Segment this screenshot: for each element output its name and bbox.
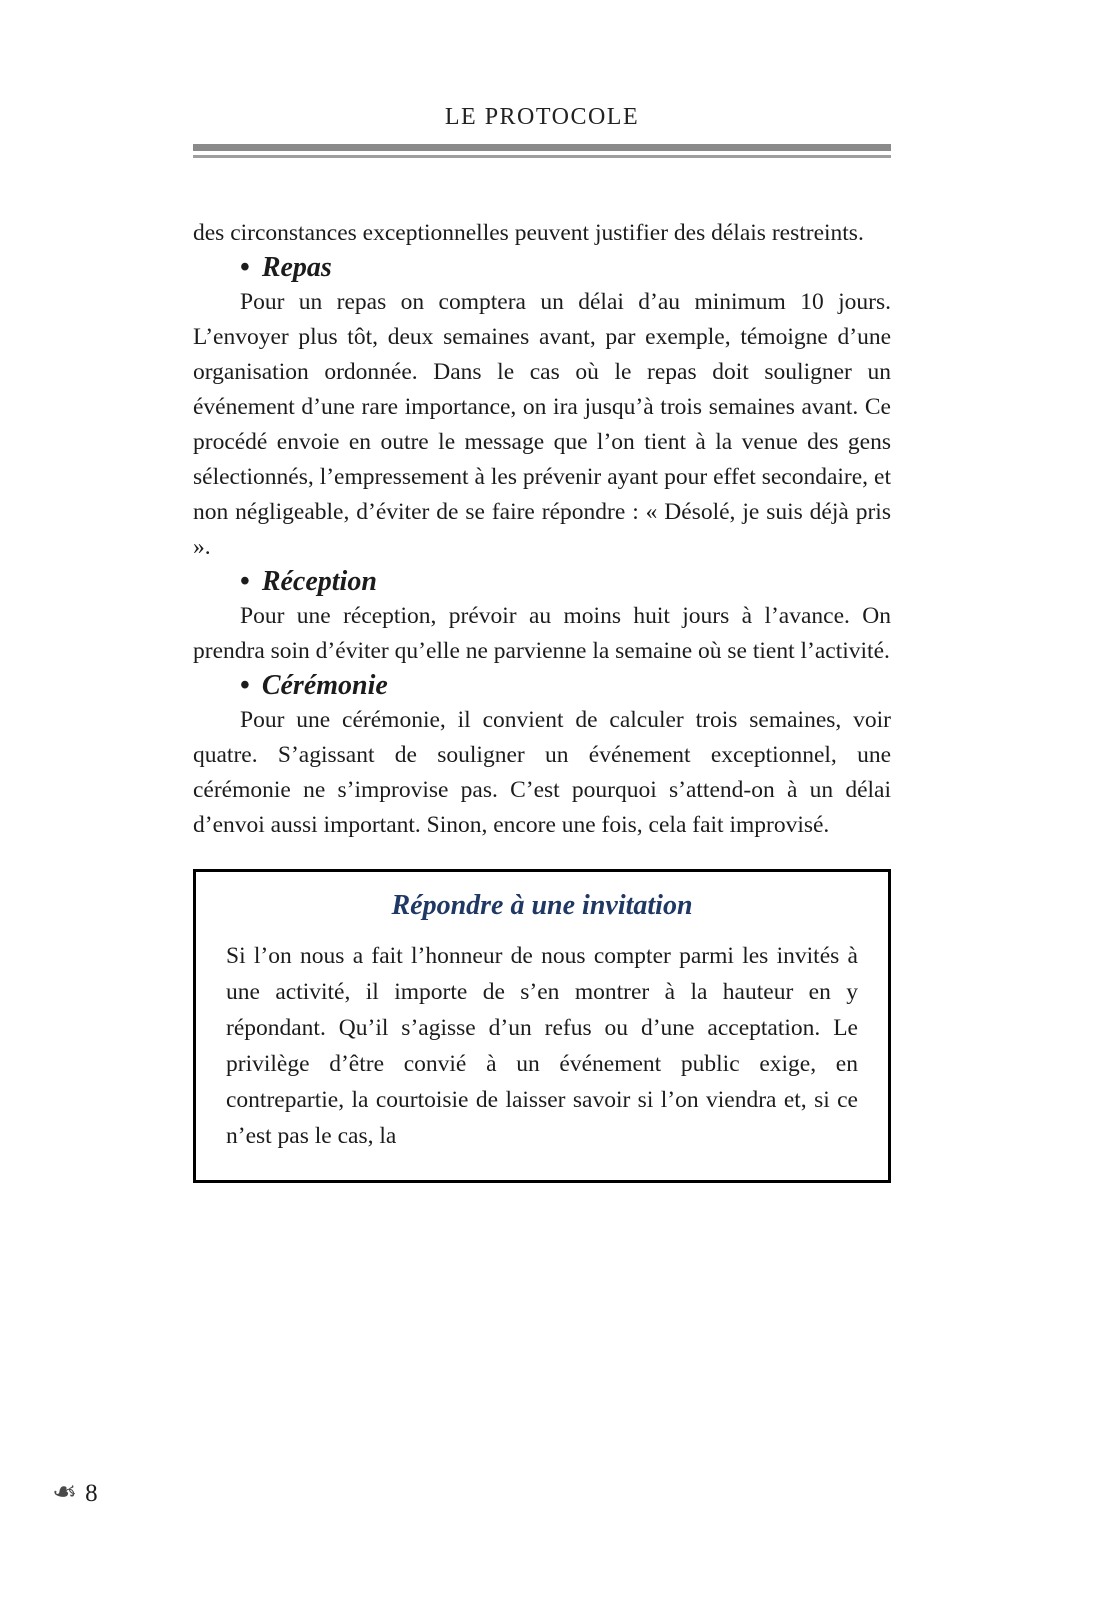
callout-box [193,869,891,1183]
page-header-title: LE PROTOCOLE [444,104,640,130]
page-content [193,0,891,1183]
section-heading-label: Cérémonie [261,670,388,701]
page-number: 8 [85,1479,98,1507]
leaf-ornament-icon: ❧ [52,1476,78,1509]
page-footer [52,1478,98,1508]
header-rule-thick [193,144,891,151]
bullet-icon: • [240,670,250,701]
section-heading-repas [240,251,891,285]
callout-box-title: Répondre à une invitation [391,890,693,921]
paragraph-intro: des circonstances exceptionnelles peuvent justifier des délais restreints. [193,220,864,246]
paragraph-repas: Pour un repas on comptera un délai d’au minimum 10 jours. L’envoyer plus tôt, deux semaines avant, par exemple, témoigne d’une organisation ordonnée. Dans le cas où le repas doit souligner un événement d’une rare importance, on ira jusqu’à trois semaines avant. Ce procédé envoie en outre le message que l’on tient à la venue des gens sélectionnés, l’empressement à les prévenir ayant pour effet secondaire, et non négligeable, d’éviter de se faire répondre : « Désolé, je suis déjà pris ». [193,289,891,560]
section-heading-label: Repas [261,252,332,283]
bullet-icon: • [240,566,250,597]
section-heading-reception [240,565,891,599]
header-rule-thin [193,155,891,158]
section-heading-label: Réception [261,566,377,597]
section-heading-ceremonie [240,669,891,703]
paragraph-reception: Pour une réception, prévoir au moins huit jours à l’avance. On prendra soin d’éviter qu’elle ne parvienne la semaine où se tient l’activité. [193,603,891,664]
paragraph-ceremonie: Pour une cérémonie, il convient de calculer trois semaines, voir quatre. S’agissant de souligner un événement exceptionnel, une cérémonie ne s’improvise pas. C’est pourquoi s’attend-on à un délai d’envoi aussi important. Sinon, encore une fois, cela fait improvisé. [193,707,891,838]
bullet-icon: • [240,252,250,283]
callout-box-body: Si l’on nous a fait l’honneur de nous compter parmi les invités à une activité, il importe de s’en montrer à la hauteur en y répondant. Qu’il s’agisse d’un refus ou d’une acceptation. Le privilège d’être convié à un événement public exige, en contrepartie, la courtoisie de laisser savoir si l’on viendra et, si ce n’est pas le cas, la [226,943,858,1149]
